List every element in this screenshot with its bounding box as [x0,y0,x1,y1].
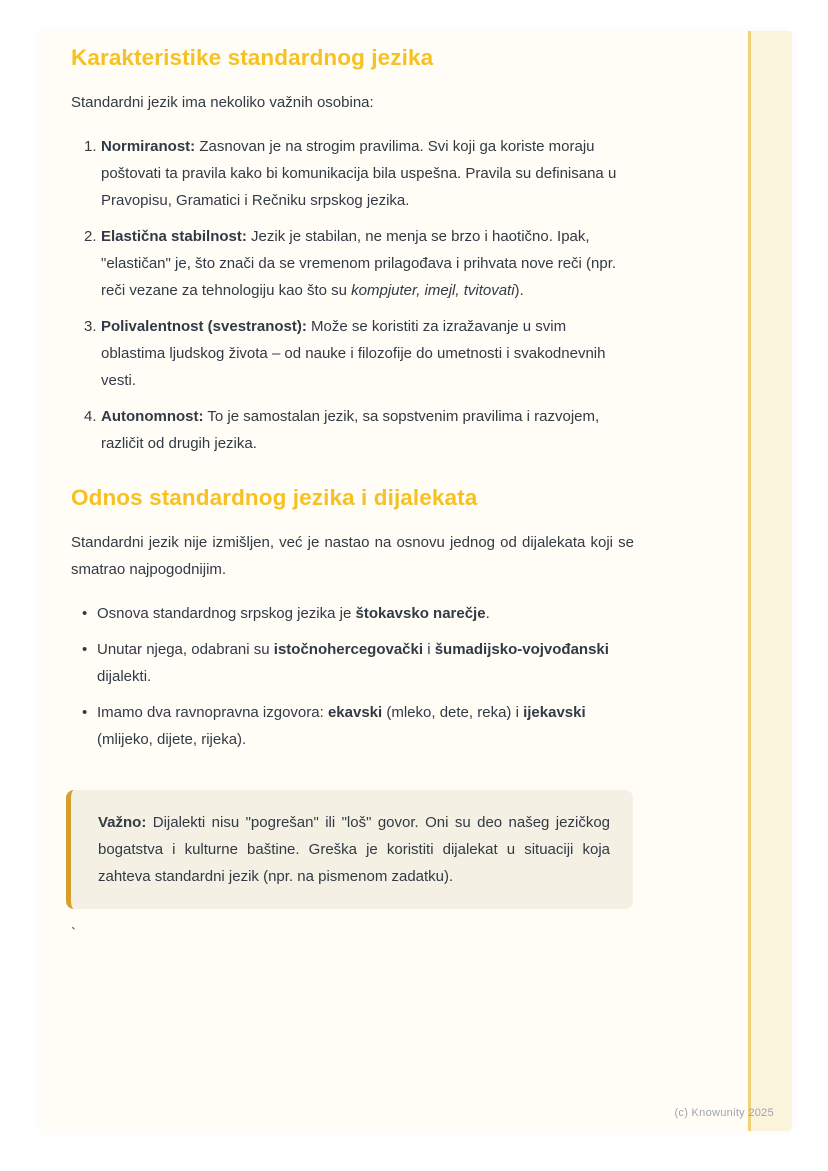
list-item-normiranost [71,133,634,214]
term-bold: Polivalentnost (svestranost): [101,318,307,335]
list-number: 4. [84,408,97,425]
list-number: 3. [84,318,97,335]
bullet-tail: . [485,605,490,622]
callout-label: Važno: [98,814,147,831]
bullet-dot: • [82,704,88,721]
bullet-mid: i [423,641,435,658]
term-bold: Elastična stabilnost: [101,228,247,245]
list-item-polivalentnost [71,313,634,394]
document-content [39,31,634,942]
term-bold: Normiranost: [101,138,196,155]
footer-copyright: (c) Knowunity 2025 [674,1107,774,1119]
section1-intro: Standardni jezik ima nekoliko važnih osobina: [71,94,374,111]
bullet-bold: istočnohercegovački [273,641,424,658]
bullet-tail: (mlijeko, dijete, rijeka). [97,731,247,748]
bullet-item-osnova [71,600,634,627]
bullet-item-izgovori [71,699,634,753]
section2-intro: Standardni jezik nije izmišljen, već je nastao na osnovu jednog od dijalekata koji se smatrao najpogodnijim. [71,534,634,578]
document-sheet [39,31,792,1131]
decorative-stripe [748,31,792,1131]
callout-text: Dijalekti nisu "pogrešan" ili "loš" govor. Oni su deo našeg jezičkog bogatstva i kulturne baštine. Greška je koristiti dijalekat u situaciji koja zahteva standardni jezik (npr. na pismenom zadatku). [98,814,610,885]
section1-heading: Karakteristike standardnog jezika [71,45,434,70]
bullet-bold: štokavsko narečje [355,605,486,622]
item-text: To je samostalan jezik, sa sopstvenim pravilima i razvojem, različit od drugih jezika. [101,408,600,452]
item-text: Jezik je stabilan, ne menja se brzo i haotično. Ipak, "elastičan" je, što znači da se vremenom prilagođava i prihvata nove reči (npr. reči vezane za tehnologiju kao što su [101,228,617,299]
list-number: 1. [84,138,97,155]
bullet-mid: (mleko, dete, reka) i [382,704,524,721]
section2-heading: Odnos standardnog jezika i dijalekata [71,485,478,510]
bullet-pre: Imamo dva ravnopravna izgovora: [97,704,328,721]
bullet-bold: ijekavski [523,704,586,721]
callout-paragraph [98,809,610,890]
item-text: Može se koristiti za izražavanje u svim oblastima ljudskog života – od nauke i filozofije do umetnosti i svakodnevnih vesti. [101,318,606,389]
bullet-pre: Unutar njega, odabrani su [97,641,274,658]
bullet-tail: dijalekti. [97,668,152,685]
list-item-elasticna-stabilnost [71,223,634,304]
term-bold: Autonomnost: [101,408,204,425]
bullet-pre: Osnova standardnog srpskog jezika je [97,605,356,622]
bullet-item-dijalekti [71,636,634,690]
bullet-dot: • [82,605,88,622]
list-number: 2. [84,228,97,245]
item-tail: ). [514,282,524,299]
bullet-bold: ekavski [327,704,383,721]
bullet-bold: šumadijsko-vojvođanski [434,641,609,658]
item-text: Zasnovan je na strogim pravilima. Svi koji ga koriste moraju poštovati ta pravila kako bi komunikacija bila uspešna. Pravila su definisana u Pravopisu, Gramatici i Rečniku srpskog jezika. [101,138,617,209]
list-item-autonomnost [71,403,634,457]
stray-backtick: ` [71,925,76,942]
callout-box [66,790,633,909]
italic-examples: kompjuter, imejl, tvitovati [351,282,515,299]
features-numbered-list [71,133,634,457]
dialects-bullet-list [71,600,634,753]
bullet-dot: • [82,641,88,658]
